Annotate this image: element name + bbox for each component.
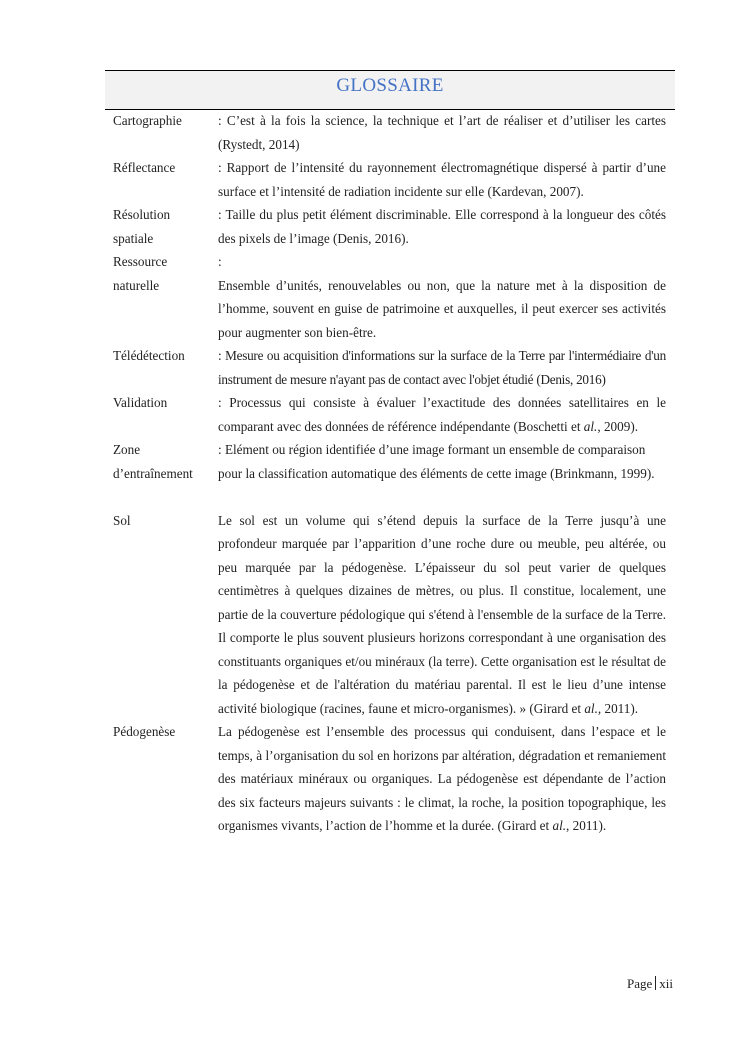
glossary-list — [113, 109, 666, 838]
definition-text: : Processus qui consiste à évaluer l’exactitude des données satellitaires en le comparant avec des données de référence indépendante (Boschetti et — [218, 395, 666, 434]
spacer — [113, 485, 666, 509]
term-definition: : Mesure ou acquisition d'informations sur la surface de la Terre par l'intermédiaire d'un instrument de mesure n'ayant pas de contact avec l'objet étudié (Denis, 2016) — [218, 348, 666, 387]
page-number-value: xii — [659, 976, 673, 991]
term-definition — [218, 720, 666, 838]
term-label: Réflectance — [113, 160, 176, 175]
definition-text: Ensemble d’unités, renouvelables ou non, que la nature met à la disposition de l’homme, souvent en guise de patrimoine et auxquelles, il peut exercer ses activités pour augmenter son bien-être. — [218, 277, 666, 340]
definition-text-end: , 2009). — [597, 418, 639, 434]
page-separator — [655, 976, 656, 990]
term-definition — [218, 250, 666, 344]
glossary-entry-zone-entrainement — [113, 438, 666, 485]
definition-text-end: , 2011). — [597, 700, 639, 716]
page-label: Page — [626, 976, 653, 991]
glossary-entry-resolution-spatiale — [113, 203, 666, 250]
glossary-entry-sol — [113, 509, 666, 721]
definition-italic: al. — [584, 700, 598, 716]
definition-italic: al. — [552, 818, 567, 833]
page-number — [627, 976, 673, 992]
glossary-header — [105, 70, 675, 110]
glossary-entry-pedogenese — [113, 720, 666, 838]
glossary-entry-cartographie — [113, 109, 666, 156]
glossary-entry-teledetection — [113, 344, 666, 391]
term-label: Télédétection — [113, 348, 185, 363]
term-label: Ressource naturelle — [113, 254, 168, 293]
term-definition: : C’est à la fois la science, la technique et l’art de réaliser et d’utiliser les cartes (Rystedt, 2014) — [218, 113, 666, 152]
term-label: Zone d’entraînement — [113, 442, 193, 481]
term-definition — [218, 509, 666, 721]
page-title: GLOSSAIRE — [336, 75, 444, 96]
term-definition — [218, 391, 666, 438]
glossary-entry-validation — [113, 391, 666, 438]
term-definition: : Rapport de l’intensité du rayonnement électromagnétique dispersé à partir d’une surface et l’intensité de radiation incidente sur elle (Kardevan, 2007). — [218, 160, 666, 199]
definition-italic: al. — [583, 418, 598, 434]
glossary-entry-reflectance — [113, 156, 666, 203]
glossary-entry-ressource-naturelle — [113, 250, 666, 344]
term-definition: : Taille du plus petit élément discriminable. Elle correspond à la longueur des côtés des pixels de l’image (Denis, 2016). — [218, 207, 666, 246]
definition-prefix: : — [218, 254, 222, 269]
term-label: Pédogenèse — [113, 724, 176, 739]
definition-text: Le sol est un volume qui s’étend depuis la surface de la Terre jusqu’à une profondeur marquée par l’apparition d’une roche dure ou meuble, peu altérée, ou peu marquée par la pédogenèse. L’épaisseur du sol peut varier de quelques centimètres à quelques dizaines de mètres, ou plus. Il constitue, localement, une partie de la couverture pédologique qui s'étend à l'ensemble de la surface de la Terre. Il comporte le plus souvent plusieurs horizons correspondant à une organisation des constituants organiques et/ou minéraux (la terre). Cette organisation est le résultat de la pédogenèse et de l'altération du matériau parental. Il est le lieu d’une intense activité biologique (racines, faune et micro-organismes). » (Girard et — [218, 512, 666, 716]
term-label: Sol — [113, 512, 131, 528]
definition-text: La pédogenèse est l’ensemble des processus qui conduisent, dans l’espace et le temps, à l’organisation du sol en horizons par altération, dégradation et remaniement des matériaux minéraux ou organiques. La pédogenèse est dépendante de l’action des six facteurs majeurs suivants : le climat, la roche, la position topographique, les organismes vivants, l’action de l’homme et la durée. (Girard et — [218, 724, 666, 833]
term-label: Validation — [113, 395, 168, 410]
term-label: Résolution spatiale — [113, 207, 171, 246]
definition-text-end: , 2011). — [566, 818, 607, 833]
term-definition: : Elément ou région identifiée d’une image formant un ensemble de comparaison pour la classification automatique des éléments de cette image (Brinkmann, 1999). — [218, 442, 655, 481]
term-label: Cartographie — [113, 113, 182, 128]
